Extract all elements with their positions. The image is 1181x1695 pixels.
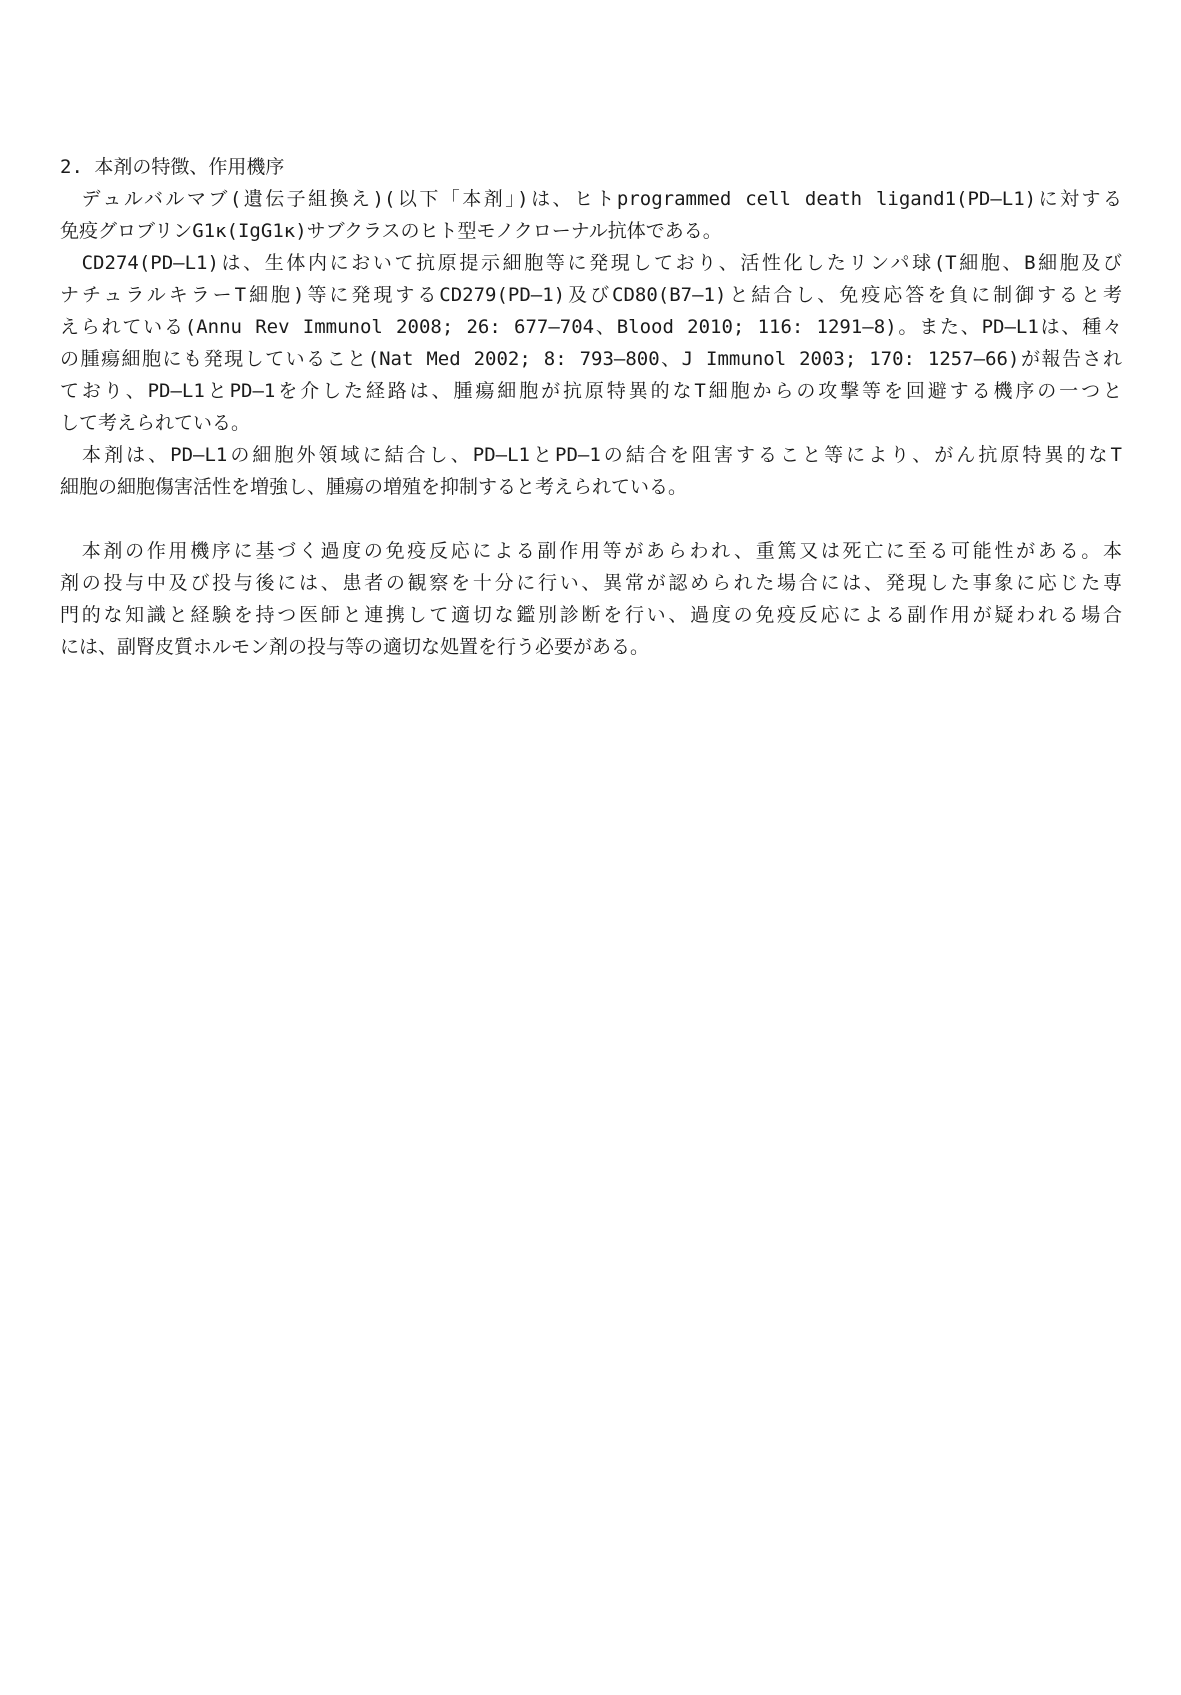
document-body [60, 151, 1122, 663]
paragraph-safety [60, 535, 1122, 663]
text-line: ナチュラルキラーT細胞)等に発現するCD279(PD―1)及びCD80(B7―1)と結合し、免疫応答を負に制御すると考 [60, 284, 1122, 306]
text-line: 細胞の細胞傷害活性を増強し、腫瘍の増殖を抑制すると考えられている。 [60, 476, 688, 498]
paragraph-spacer [60, 503, 1122, 535]
text-line: 本剤は、PD―L1の細胞外領域に結合し、PD―L1とPD―1の結合を阻害すること等により、がん抗原特異的なT [60, 444, 1122, 466]
text-line: ており、PD―L1とPD―1を介した経路は、腫瘍細胞が抗原特異的なT細胞からの攻撃等を回避する機序の一つと [60, 380, 1122, 402]
text-line: 門的な知識と経験を持つ医師と連携して適切な鑑別診断を行い、過度の免疫反応による副作用が疑われる場合 [60, 604, 1122, 626]
text-line: 本剤の作用機序に基づく過度の免疫反応による副作用等があらわれ、重篤又は死亡に至る可能性がある。本 [60, 540, 1122, 562]
text-line: の腫瘍細胞にも発現していること(Nat Med 2002; 8: 793―800、J Immunol 2003; 170: 1257―66)が報告され [60, 348, 1122, 370]
paragraph-overview [60, 183, 1122, 247]
text-line: 剤の投与中及び投与後には、患者の観察を十分に行い、異常が認められた場合には、発現した事象に応じた専 [60, 572, 1122, 594]
text-line: CD274(PD―L1)は、生体内において抗原提示細胞等に発現しており、活性化したリンパ球(T細胞、B細胞及び [60, 252, 1122, 274]
paragraph-mechanism [60, 247, 1122, 439]
text-line: には、副腎皮質ホルモン剤の投与等の適切な処置を行う必要がある。 [60, 636, 650, 658]
paragraph-action [60, 439, 1122, 503]
text-line: デュルバルマブ(遺伝子組換え)(以下「本剤」)は、ヒトprogrammed cell death ligand1(PD―L1)に対する [60, 188, 1122, 210]
text-line: えられている(Annu Rev Immunol 2008; 26: 677―704、Blood 2010; 116: 1291―8)。また、PD―L1は、種々 [60, 316, 1122, 338]
section-heading: 2. 本剤の特徴、作用機序 [60, 156, 285, 178]
text-line: して考えられている。 [60, 412, 251, 434]
text-line: 免疫グロブリンG1κ(IgG1κ)サブクラスのヒト型モノクローナル抗体である。 [60, 220, 722, 242]
